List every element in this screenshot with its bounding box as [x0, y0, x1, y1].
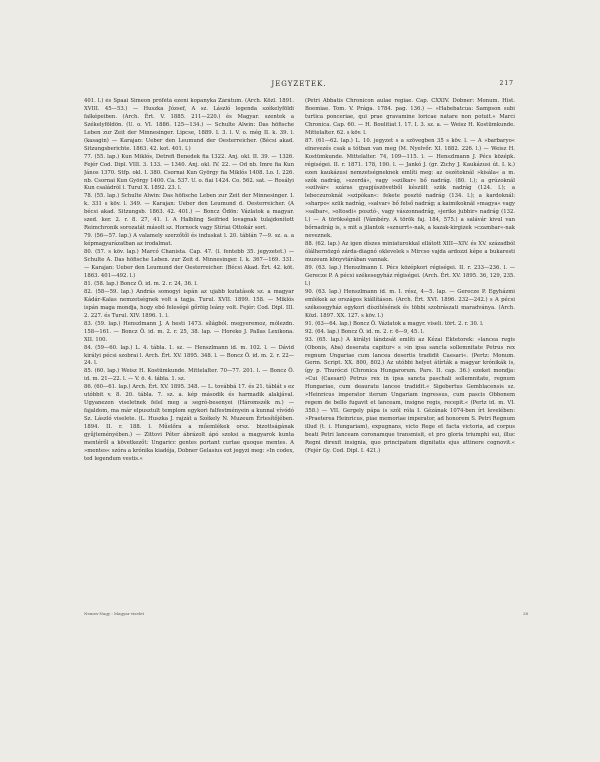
left-column: [84, 98, 294, 608]
paragraph: (Petri Abbatis Chronicon aulae regiae. Cap. CXXIV. Dobner: Monum. Hist. Boemiae. Tom. V. Prága. 1784. pag. 136.) — »Habebatcua: Sampson subi turtica ponceriae, qui prae gravamine loricae natare non potuit.« Marci Chronica. Cap. 60. — H. Boulitiat I. 17. I. 3. sz. a. — Weisz H. Kostümkunde. Mittelalter. 62. s köv. l.: [305, 98, 515, 136]
running-title: JEGYZETEK.: [271, 80, 327, 88]
paragraph: 85. (60. lap.) Weisz H. Kostümkunde. Mittelalter. 70—77. 201. l. — Boncz Ö. id. m. 21—22. l. — V. ö. 4. tábla. 1. sz.: [84, 368, 294, 383]
paragraph: 80. (57. s köv. lap.) Marcó Chanista. Cap. 47. (l. fentebb 35. jegyzetet.) — Schulte A. Das höfische Leben. zur Zeit d. Minnesinger. I. k. 367—169. 331. — Karajan: Ueber den Leumund der Oesterreicher. (Bécsi Akad. Ért. 42. köt. 1863. 401—492. l.): [84, 249, 294, 279]
paragraph: 401. l.) és Spaai Simeon prófétá ezeni kopanyka Zárátum. (Arch. Közl. 1891. XVIII. 45—53.) — Huszka József, A sz. László legenda székelyföldi falképeiben. (Arch. Ért. V. 1885. 211—220.) és Magyar. szentek a Székelyföldön. (U. o. VI. 1886. 125—134.) — Schulte Alwin: Das höfische Leben zur Zeit der Minnesinger. Lipcse, 1889. I. 3. l. V. o. még II. k. 39. l. (kasagin) — Karajan: Ueber den Leumund der Oesterreicher. (Bécsi akad. Sitzungsberichte. 1863. 42. kot. 401. l.): [84, 98, 294, 152]
page-header: [84, 80, 514, 94]
paragraph: 84. (59—60. lap.) L. 4. tábla. 1. sz. — Henszlmann id. m. 102. l. — Dávid királyi pécsi szobrai l. Arch. Ért. XV. 1895. 348. l. — Boncz Ö. id. m. 2. r. 22—24. l.: [84, 344, 294, 367]
paragraph: 81. (58. lap.) Boncz Ö. id. m. 2. r. 24, 36. l.: [84, 280, 198, 287]
paragraph: 89. (63. lap.) Henszlmann I. Pécs középkori régiségei. II. r. 233—236. l. — Gerecze P. A pécsi székesegyház régiségei. (Arch. Ért. XV. 1895. 36, 129, 235. l.): [305, 265, 515, 287]
paragraph: 90. (63. lap.) Henszlmann id. m. I. rész, 4—5. lap. — Gerecze P. Egyházmi emlékek az országos kiállításon. (Arch. Ért. XVI. 1896. 232—242.) s A pécsi székesegyház egykori díszítésének és többi szobrászati maradványa. (Arch. Közl. 1897. XX. 127. s köv. l.): [305, 288, 515, 319]
paragraph: 92. (64. lap.) Boncz Ö. id. m. 2. r. 6—9, 45. l.: [305, 328, 425, 335]
page-number: 217: [499, 80, 514, 87]
paragraph: 77. (55. lap.) Kun Miklós, Detrefi Benedek fia 1322. Anj. okl. II. 39. — 1326. Fejér Cod. Dipl. VIII. 3. 133. — 1340. Anj. okl. IV. 22. — Od nb. Imre fia Kun János 1370. Stfp. okl. I. 380. Csornai Kun György fia Miklós 1408. Lo. I. 226. nb. Csornai Kun György 1400. Ca. 537. U. o. fiai 1424. Co. 562. sat. — Rosályi Kun családról l. Turul X. 1892. 23. l.: [84, 153, 294, 192]
paragraph: 88. (62. lap.) Az igen díszes miniaturokkal ellátott XIII—XIV. és XV. századból ólálhernözgó zárda-diagnó oklevelek s Mircso vajda ardozzi képe a bukaresti muzeum könyvtárában vannak.: [305, 241, 515, 264]
paragraph: 78. (55. lap.) Schulte Alwin: Das höfische Leben zur Zeit der Minnesinger. I. k. 331 s köv. l. 349. — Karajan: Ueber den Leumund d. Oesterreicher. (A bécsi akad. Sitzungsb. 1863. 42. 401.) — Boncz Ödön: Vázlatok a magyar. szed. ker. 2. r. 8. 27, 41. l. A Halbling Seifried lovagnak tulajdonított Reimchronik sorozatát másolt sz. Hornock vagy Stíriai Ottokár sort.: [84, 193, 294, 232]
paragraph: 83. (59. lap.) Henszlmann J. A hesti 1473. sílágból. megyeremoz, mólezdn. 158—161. — Boncz Ö. id. m. 2. r. 25, 38. lap. — Horeko J. Pallas Lexikona. XII. 100.: [84, 320, 294, 343]
footer-right: 28: [523, 611, 529, 616]
footer-left: Nemes-Nagy : Magyar viselet: [84, 611, 145, 616]
paragraph: 82. (58—59. lap.) András somogyi ispán az ujabb kutatások sz. a magyar Kádár-Kalas nemzetségnek volt a tagja. Turul. XVII. 1899. 158. — Miklós ispán maga mondja, hogy ebó feleségé gőröig leány volt. Fejér: Cod. Dipl. III. 2. 227. és Turul. XIV. 1896. 1. l.: [84, 288, 294, 319]
paragraph: 93. (65. lap.) A királyi lándzsát említi az Kézai Ektetorek: »lancea regis (Obonis, Aba) deserata capitur« s »in ipsa sancta sollemnitate Petrus rex regnum Ungariae cum lancea desertis tradidit Caesari«. (Pertz: Monum. Germ. Script. XX. 800, 802.) Az utóbbi helyet átírták a magyar krónikák is, így p. Thuróczi (Chronica Hungarorum. Pars. II. cap. 36.) ezeket mondja: »Cui (Caesari) Petrus rex in ipsa sancta paschali sollemnitate, regnum Hungariae, cum deauratu lancee tradidit.« Sigebertus Gemblacensis sz. »Heinricus imperator iterum Ungariam ingressus, cum pascis Obbonem regem de bello fugavit et lanceam, insigne regis, recepit.« (Pertz id. m. VI. 358.) — VII. Gergely pápa is szól róla I. Gézának 1074-ben írt levelében: »Praeterea Heinricus, piae memoriae imperator, ad honorem S. Petri Regnum illud (t. i. Hungariam), expugnans, victo Rege et facta victoria, ad corpus beati Petri lanceam coronamque transmisit, et pro gloria triumphi sui, illuc Regni direxit insignia, quo principatum dignitatis ejus attinere cognovit.« (Fejér Gy. Cod. Dipl. I. 421.): [305, 336, 515, 454]
paragraph: 87. (61—62. lap.) L. 10. jegyzet s a szövegben 35 s köv. l. — A »barbaryo« elnevezés csak a tótban van meg (M. Nyelvőr. XI. 1882. 226. l.) — Weisz H. Kostümkunde. Mittelalter. 74, 109—115. l. — Henszlmann J. Pécs középk. régiségei. II. r. 1871. 178, 190. l. — Jankó J. (gr. Zichy J. Kaukázusi út. I. k.) ezen kaukázusi nemzetségneknek említi meg: az oszétoknál »kisála« a m. szók nadrág, »szerdá«, vagy »szilkar« bő nadrág. (80. l.); a grúzoknál »szilvár« száras gyapjúszövetből készült szük nadrág (124. l.); a lebeczuroknál »szipókan«: fekete posztó nadrág (134. l.); a kardoknál: »sharpo« szük nadrág, »salvar« bő felső nadrág; a kaimikoknál »magya« vagy »salbar«, »oltosdi« posztó-, vagy vászonnadrág, »jerike jubbir« nadrág (132. l.) — A törökségnél (Vámbéry. A török faj. 184, 575.) a salávár kivul van bőrnadrág is, s mit a jilantok »sznurrt«-nak, a kazak-kirgizek »czambar«-nak neveznek.: [305, 137, 515, 240]
paragraph: 79. (56—57. lap.) A valamely szerzőtől és induskat l. 20. táblán 7—9. sz. a. a képmagyarázatban az irodalmat.: [84, 233, 294, 248]
right-column: [305, 98, 515, 608]
paragraph: 91. (63—64. lap.) Boncz Ö. Vázlatok a magyr. viseli. tört. 2. r. 30. l.: [305, 320, 484, 327]
paragraph: 86. (60—61. lap.) Arch. Ért. XV. 1895. 348. — L. továbbá 17. és 21. táblát s ez utóbbit v. 8. 20. tábla. 7. sz. a. kép második és harmadik alakjával. Ugyanezen viseletnek felel meg a segró-besenyei (Háromszék m.) — fajaldom, ma már elpusztult templom egykori falfestményein a kunnal vívódó Sz. László viselete. (L. Huszka J. rajzát a Székely N. Muzeum Értesítőjében. 1894. II. r. 188. l. Műelőra a műemlékek orsz. bizottságának gyűjteményében.) — Zittovi Péter ábrázolt ápó szoksi a magyarok kunta mentéről a következőt: Ungaricc gentes portant curtae quoque mentes. A »mentes« szóra a krónika kiadója, Dobner Gelasius ezt jegyzi meg: »In codex, ted legendum vestis.«: [84, 384, 294, 462]
